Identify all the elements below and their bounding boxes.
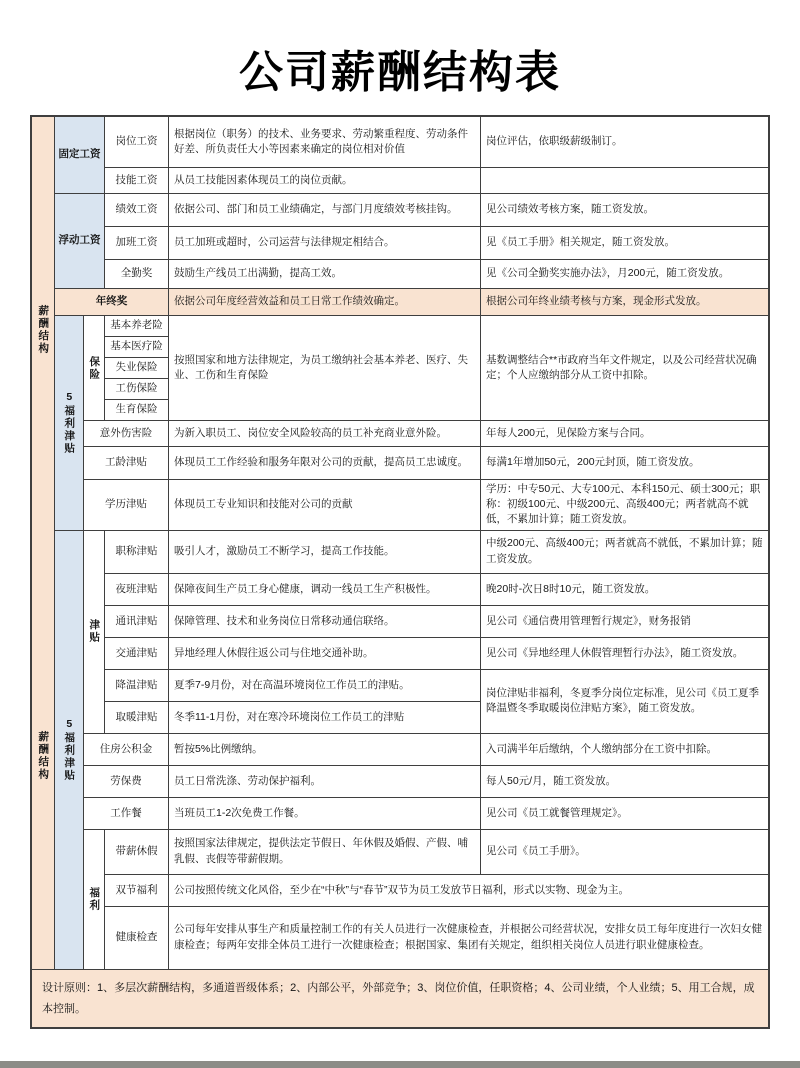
remark-labor-protection-fee: 每人50元/月，随工资发放。 xyxy=(481,766,768,797)
desc-housing-fund: 暂按5%比例缴纳。 xyxy=(169,734,480,765)
item-perf-wage: 绩效工资 xyxy=(105,194,168,226)
item-attendance-bonus: 全勤奖 xyxy=(105,260,168,288)
desc-post-wage: 根据岗位（职务）的技术、业务要求、劳动繁重程度、劳动条件好差、所负责任大小等因素来确定的岗位相对价值 xyxy=(169,117,480,167)
desc-yearend-bonus: 依据公司年度经营效益和员工日常工作绩效确定。 xyxy=(169,289,480,315)
remark-accident-insurance: 年每人200元，见保险方案与合同。 xyxy=(481,421,768,446)
page-title: 公司薪酬结构表 xyxy=(239,48,561,97)
item-title-allowance: 职称津贴 xyxy=(105,531,168,573)
remark-housing-fund: 入司满半年后缴纳，个人缴纳部分在工资中扣除。 xyxy=(481,734,768,765)
item-labor-protection-fee: 劳保费 xyxy=(84,766,168,797)
remark-insurance-group: 基数调整结合**市政府当年文件规定，以及公司经营状况确定；个人应缴纳部分从工资中扣除。 xyxy=(481,316,768,420)
desc-health-check: 公司每年安排从事生产和质量控制工作的有关人员进行一次健康检查，并根据公司经营状况，安排女员工每年度进行一次妇女健康检查；每两年安排全体员工进行一次健康检查；根据国家、集团有关规定，组织相关岗位人员进行职业健康检查。 xyxy=(169,907,768,969)
item-overtime-wage: 加班工资 xyxy=(105,227,168,259)
item-housing-fund: 住房公积金 xyxy=(84,734,168,765)
item-seniority-allowance: 工龄津贴 xyxy=(84,447,168,479)
item-heating-allowance: 取暖津贴 xyxy=(105,702,168,733)
item-communication-allowance: 通讯津贴 xyxy=(105,606,168,637)
remark-work-meal: 见公司《员工就餐管理规定》。 xyxy=(481,798,768,829)
remark-skill-wage xyxy=(481,168,768,193)
section-floating-wage: 浮动工资 xyxy=(55,194,104,288)
remark-seniority-allowance: 每满1年增加50元，200元封顶，随工资发放。 xyxy=(481,447,768,479)
remark-cooling-heating-allowance: 岗位津贴非福利，冬夏季分岗位定标准，见公司《员工夏季降温暨冬季取暖岗位津贴方案》，随工资发放。 xyxy=(481,670,768,733)
sidebar-label-bottom: 薪酬结构 xyxy=(37,730,50,781)
desc-skill-wage: 从员工技能因素体现员工的岗位贡献。 xyxy=(169,168,480,193)
item-work-meal: 工作餐 xyxy=(84,798,168,829)
desc-night-shift-allowance: 保障夜间生产员工身心健康，调动一线员工生产积极性。 xyxy=(169,574,480,605)
group-welfare: 福利 xyxy=(84,830,104,969)
remark-post-wage: 岗位评估，依职级薪级制订。 xyxy=(481,117,768,167)
design-principles-note: 设计原则：1、多层次薪酬结构，多通道晋级体系；2、内部公平，外部竞争；3、岗位价值，任职资格；4、公司业绩，个人业绩；5、用工合规，成本控制。 xyxy=(32,970,768,1028)
item-injury-insurance: 工伤保险 xyxy=(105,379,168,399)
remark-communication-allowance: 见公司《通信费用管理暂行规定》，财务报销 xyxy=(481,606,768,637)
item-paid-leave: 带薪休假 xyxy=(105,830,168,874)
item-education-allowance: 学历津贴 xyxy=(84,480,168,530)
sidebar-label-top: 薪酬结构 xyxy=(37,304,50,355)
remark-attendance-bonus: 见《公司全勤奖实施办法》，月200元，随工资发放。 xyxy=(481,260,768,288)
remark-overtime-wage: 见《员工手册》相关规定，随工资发放。 xyxy=(481,227,768,259)
bottom-bar xyxy=(0,1061,800,1068)
item-night-shift-allowance: 夜班津贴 xyxy=(105,574,168,605)
desc-perf-wage: 依据公司、部门和员工业绩确定，与部门月度绩效考核挂钩。 xyxy=(169,194,480,226)
item-skill-wage: 技能工资 xyxy=(105,168,168,193)
remark-perf-wage: 见公司绩效考核方案，随工资发放。 xyxy=(481,194,768,226)
remark-education-allowance: 学历：中专50元、大专100元、本科150元、硕士300元；职称：初级100元、中级200元、高级400元；两者就高不就低，不累加计算；随工资发放。 xyxy=(481,480,768,530)
item-pension-insurance: 基本养老险 xyxy=(105,316,168,336)
desc-heating-allowance: 冬季11-1月份，对在寒冷环境岗位工作员工的津贴 xyxy=(169,702,480,733)
item-unemployment-insurance: 失业保险 xyxy=(105,358,168,378)
desc-education-allowance: 体现员工专业知识和技能对公司的贡献 xyxy=(169,480,480,530)
item-post-wage: 岗位工资 xyxy=(105,117,168,167)
item-medical-insurance: 基本医疗险 xyxy=(105,337,168,357)
desc-labor-protection-fee: 员工日常洗涤、劳动保护福利。 xyxy=(169,766,480,797)
desc-insurance-group: 按照国家和地方法律规定，为员工缴纳社会基本养老、医疗、失业、工伤和生育保险 xyxy=(169,316,480,420)
remark-transport-allowance: 见公司《异地经理人休假管理暂行办法》，随工资发放。 xyxy=(481,638,768,669)
item-health-check: 健康检查 xyxy=(105,907,168,969)
desc-festival-welfare: 公司按照传统文化风俗，至少在“中秋”与“春节”双节为员工发放节日福利，形式以实物、现金为主。 xyxy=(169,875,768,906)
section-welfare-allowance-1: 5福利津贴 xyxy=(55,316,83,530)
remark-yearend-bonus: 根据公司年终业绩考核与方案，现金形式发放。 xyxy=(481,289,768,315)
desc-transport-allowance: 异地经理人休假往返公司与住地交通补助。 xyxy=(169,638,480,669)
desc-accident-insurance: 为新入职员工、岗位安全风险较高的员工补充商业意外险。 xyxy=(169,421,480,446)
desc-overtime-wage: 员工加班或超时，公司运营与法律规定相结合。 xyxy=(169,227,480,259)
group-insurance: 保险 xyxy=(84,316,104,420)
section-welfare-allowance-2: 5福利津贴 xyxy=(55,531,83,969)
group-allowance: 津贴 xyxy=(84,531,104,733)
salary-structure-table xyxy=(30,115,770,1029)
item-accident-insurance: 意外伤害险 xyxy=(84,421,168,446)
item-festival-welfare: 双节福利 xyxy=(105,875,168,906)
section-yearend-bonus: 年终奖 xyxy=(55,289,168,315)
desc-seniority-allowance: 体现员工工作经验和服务年限对公司的贡献，提高员工忠诚度。 xyxy=(169,447,480,479)
item-cooling-allowance: 降温津贴 xyxy=(105,670,168,701)
remark-paid-leave: 见公司《员工手册》。 xyxy=(481,830,768,874)
item-transport-allowance: 交通津贴 xyxy=(105,638,168,669)
desc-cooling-allowance: 夏季7-9月份，对在高温环境岗位工作员工的津贴。 xyxy=(169,670,480,701)
desc-paid-leave: 按照国家法律规定，提供法定节假日、年休假及婚假、产假、哺乳假、丧假等带薪假期。 xyxy=(169,830,480,874)
remark-title-allowance: 中级200元、高级400元；两者就高不就低，不累加计算；随工资发放。 xyxy=(481,531,768,573)
remark-night-shift-allowance: 晚20时-次日8时10元，随工资发放。 xyxy=(481,574,768,605)
desc-work-meal: 当班员工1-2次免费工作餐。 xyxy=(169,798,480,829)
sidebar-salary-structure xyxy=(32,117,54,969)
item-maternity-insurance: 生育保险 xyxy=(105,400,168,420)
desc-title-allowance: 吸引人才，激励员工不断学习，提高工作技能。 xyxy=(169,531,480,573)
desc-attendance-bonus: 鼓励生产线员工出满勤，提高工效。 xyxy=(169,260,480,288)
section-fixed-wage: 固定工资 xyxy=(55,117,104,193)
desc-communication-allowance: 保障管理、技术和业务岗位日常移动通信联络。 xyxy=(169,606,480,637)
